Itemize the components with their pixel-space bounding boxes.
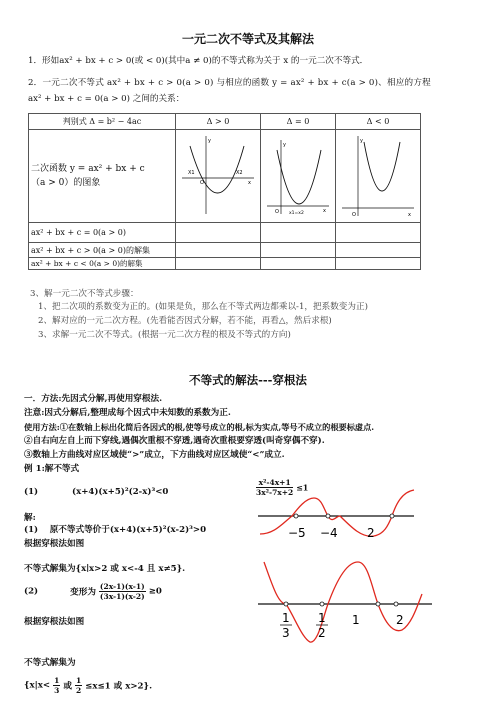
- answer-2-frac1-num: 1: [54, 676, 60, 685]
- header-delta-pos: Δ > 0: [176, 114, 261, 130]
- solution-label: 解:: [24, 513, 36, 523]
- transform-denominator: (3x-1)(x-2): [99, 592, 145, 601]
- root-point: [320, 602, 324, 606]
- intro-line-1: 1．形如ax² + bx + c > 0(或 < 0)(其中a ≠ 0)的不等式称为关于 x 的一元二次不等式．: [28, 56, 369, 66]
- graph-row-label: [29, 130, 176, 223]
- graph-cell-neg: [336, 130, 421, 223]
- problem-2-numerator: x²-4x+1: [256, 478, 293, 488]
- section-title: 不等式的解法---穿根法: [189, 373, 307, 387]
- row-gt-label: ax² + bx + c > 0(a > 0)的解集: [29, 243, 176, 258]
- page-title: 一元二次不等式及其解法: [181, 32, 314, 46]
- problem-2-label: (2): [24, 586, 39, 597]
- row-equation-label: ax² + bx + c = 0(a > 0): [29, 223, 176, 243]
- answer-2-frac2-den: 2: [75, 686, 82, 695]
- step-3: 3、求解一元二次不等式。(根据一元二次方程的根及不等式的方向): [38, 330, 291, 340]
- root-point: [390, 514, 394, 518]
- root-point: [394, 602, 398, 606]
- answer-2-part-a: {x|x<: [24, 680, 51, 691]
- problem-2-denominator: 3x²-7x+2: [256, 488, 294, 497]
- origin-label: O: [352, 212, 356, 218]
- root-label: 1: [352, 613, 360, 627]
- origin-label: O: [275, 209, 279, 215]
- method-line-3: 使用方法:①在数轴上标出化简后各因式的根,使等号成立的根,标为实点,等号不成立的根要标虚点.: [24, 422, 375, 432]
- method-line-2: 注意:因式分解后,整理成每个因式中未知数的系数为正.: [24, 408, 231, 418]
- axis-x-label: x: [323, 208, 326, 214]
- axis-x-label: x: [248, 180, 251, 186]
- root-label: 2: [396, 613, 404, 627]
- graph-label-2: （a > 0）的图象: [31, 178, 101, 188]
- wavy-curve-figure-2: [254, 554, 438, 650]
- answer-2-frac1-den: 3: [54, 686, 60, 695]
- intro-line-2a: 2．一元二次不等式 ax² + bx + c > 0(a > 0) 与相应的函数 y = ax² + bx + c(a > 0)、相应的方程: [28, 78, 431, 88]
- method-line-5: ③数轴上方曲线对应区域使“>”成立，下方曲线对应区域使“<”成立.: [24, 450, 285, 460]
- header-delta-zero: Δ = 0: [261, 114, 336, 130]
- graph-label-1: 二次函数 y = ax² + bx + c: [31, 164, 145, 174]
- root-label-den: 2: [318, 626, 326, 640]
- answer-2-part-b: 或: [63, 681, 72, 692]
- root-point: [284, 602, 288, 606]
- root-x2-label: X2: [236, 170, 243, 176]
- intro-line-2b: ax² + bx + c = 0(a > 0) 之间的关系：: [28, 94, 185, 104]
- problem-1-expr: (x+4)(x+5)²(2-x)³<0: [72, 487, 169, 497]
- root-point: [326, 514, 330, 518]
- root-label: −5: [288, 526, 306, 540]
- root-point: [376, 602, 380, 606]
- problem-2-word: 变形为: [70, 587, 96, 598]
- solution-1: (1) 原不等式等价于(x+4)(x+5)²(x-2)³>0: [24, 525, 207, 535]
- header-delta-neg: Δ < 0: [336, 114, 421, 130]
- header-discriminant: 判别式 Δ = b² − 4ac: [29, 114, 176, 130]
- axis-x-label: x: [408, 212, 411, 218]
- method-line-4: ②自右向左自上而下穿线,遇偶次重根不穿透,遇奇次重根要穿透(叫奇穿偶不穿).: [24, 436, 325, 446]
- solution-2-figure-note: 根据穿根法如图: [24, 617, 85, 627]
- axis-y-label: y: [283, 142, 286, 148]
- steps-heading: 3、解一元二次不等式步骤：: [30, 289, 139, 299]
- double-root-label: x1=x2: [289, 211, 304, 216]
- transform-rhs: ≥0: [148, 586, 162, 597]
- step-1: 1、把二次项的系数变为正的。(如果是负，那么在不等式两边都乘以-1，把系数变为正): [38, 302, 368, 312]
- root-point: [294, 514, 298, 518]
- answer-2-part-c: ≤x≤1 或 x>2}.: [85, 681, 153, 692]
- graph-cell-pos: [176, 130, 261, 223]
- transform-numerator: (2x-1)(x-1): [99, 582, 145, 591]
- problem-1-label: (1): [24, 487, 39, 497]
- answer-2: [24, 676, 152, 695]
- root-label-num: 1: [282, 611, 290, 625]
- axis-y-label: y: [360, 138, 363, 144]
- solution-1-figure-note: 根据穿根法如图: [24, 539, 85, 549]
- axis-y-label: y: [208, 138, 211, 144]
- problem-2-rhs: ≤1: [296, 482, 309, 493]
- answer-2-frac2-num: 1: [75, 676, 82, 685]
- wavy-curve-figure-1: [254, 488, 420, 544]
- relation-table: [28, 113, 421, 270]
- root-label: 2: [367, 526, 375, 540]
- graph-cell-zero: [261, 130, 336, 223]
- method-line-1: 一．方法:先因式分解,再使用穿根法.: [24, 394, 163, 404]
- answer-2-heading: 不等式解集为: [24, 658, 76, 668]
- root-label: −4: [320, 526, 338, 540]
- answer-1: 不等式解集为{x∣x>2 或 x<-4 且 x≠5}.: [24, 564, 186, 574]
- root-label-den: 3: [282, 626, 290, 640]
- root-x1-label: X1: [188, 170, 195, 176]
- method-line-6: 例 1:解不等式: [24, 464, 80, 474]
- row-lt-label: ax² + bx + c < 0(a > 0)的解集: [29, 258, 176, 270]
- parabola-no-root: [338, 130, 418, 220]
- origin-label: O: [200, 180, 204, 186]
- parabola-two-roots: [178, 130, 258, 220]
- problem-2-transform: [24, 582, 162, 601]
- root-label-num: 1: [318, 611, 326, 625]
- step-2: 2、解对应的一元二次方程。(先看能否因式分解，若不能，再看△，然后求根): [38, 316, 332, 326]
- parabola-one-root: [263, 130, 333, 220]
